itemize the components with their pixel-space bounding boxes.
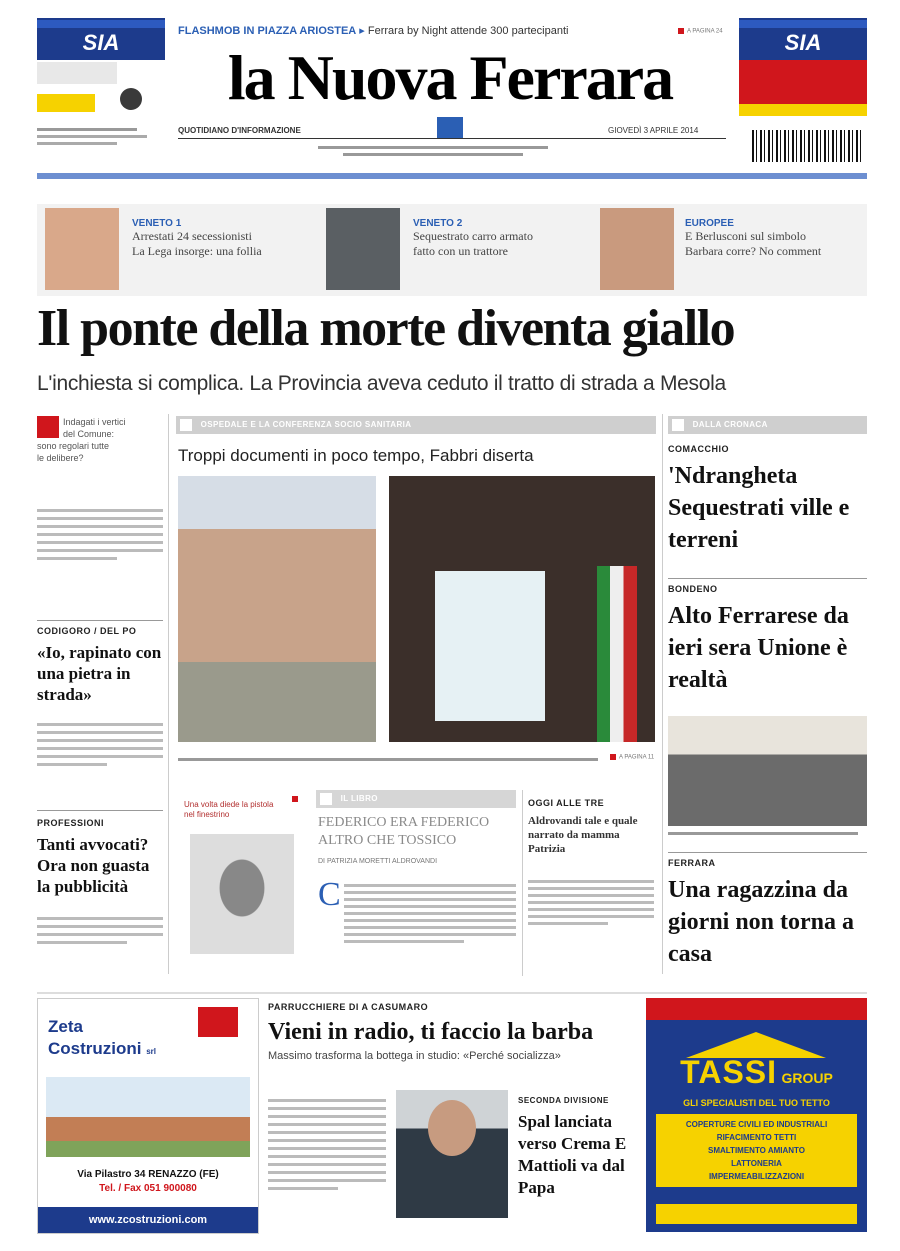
red-badge-icon [37,416,59,438]
left-item-1-line-4: le delibere? [37,453,84,463]
hospital-photo [178,476,376,742]
radio-body [268,1094,386,1195]
left-ad-brand: SIA [82,30,120,55]
sketch-portrait [190,834,294,954]
tassi-contact-strip [656,1204,857,1224]
right-ad-box[interactable] [739,18,867,60]
zeta-brand-suffix: srl [146,1047,157,1056]
right-item-3-kicker: FERRARA [668,858,716,868]
zeta-url[interactable]: www.zcostruzioni.com [38,1207,258,1233]
sketch-caption: Una volta diede la pistola nel finestrino [184,800,274,819]
left-item-2-headline: «Io, rapinato con una pietra in strada» [37,643,162,704]
oggi-headline: Aldrovandi tale e quale narrato da mamma Patrizia [528,815,638,855]
sketch-card[interactable] [178,790,306,976]
teaser-2[interactable] [413,218,593,259]
oggi-item[interactable] [528,798,654,856]
right-section-bar [668,416,867,434]
oggi-divider [522,790,523,976]
price-info [37,124,157,150]
radio-story[interactable] [268,1002,636,1062]
teaser-1-line-2: La Lega insorge: una follia [132,244,262,258]
left-rule-2 [37,810,163,811]
tassi-service-1: COPERTURE CIVILI ED INDUSTRIALI [685,1120,828,1129]
right-item-3[interactable] [668,858,867,970]
tassi-brand-suffix: GROUP [781,1070,833,1086]
spal-kicker: SECONDA DIVISIONE [518,1096,609,1105]
document-in-photo [435,571,545,721]
left-rule-1 [37,620,163,621]
barber-photo [396,1090,508,1218]
teaser-3-kicker: EUROPEE [685,218,734,229]
main-headline[interactable]: Il ponte della morte diventa giallo [37,300,735,357]
teaser-3-line-1: E Berlusconi sul simbolo [685,229,806,243]
right-ad-red-block [739,60,867,104]
teaser-1-photo [45,208,119,290]
zeta-phone: Tel. / Fax 051 900080 [99,1183,197,1194]
left-item-2-kicker: CODIGORO / DEL PO [37,626,137,636]
book-dropcap: C [318,876,341,913]
center-section-bar [176,416,656,434]
book-section-bar [316,790,516,808]
tassi-service-2: RIFACIMENTO TETTI [716,1133,797,1142]
tassi-ad[interactable] [646,998,867,1232]
center-page-ref: A PAGINA 11 [610,754,654,761]
masthead-blue-bar [37,173,867,179]
flash-banner[interactable]: FLASHMOB IN PIAZZA ARIOSTEA ▸ Ferrara by Night attende 300 partecipanti [178,25,569,37]
book-section-icon [320,793,332,805]
bottom-section-rule [37,992,867,994]
masthead-title: la Nuova Ferrara [227,42,673,113]
left-item-1-line-3: sono regolari tutte [37,441,110,451]
right-item-2[interactable] [668,584,867,696]
left-item-1-line-2: del Comune: [63,429,115,439]
teaser-1-kicker: VENETO 1 [132,218,182,229]
left-item-3-headline: Tanti avvocati? Ora non guasta la pubblicità [37,835,150,896]
tassi-service-3: SMALTIMENTO AMIANTO [707,1146,806,1155]
center-caption [178,758,598,761]
mayors-caption [668,832,858,835]
tassi-service-5: IMPERMEABILIZZAZIONI [708,1172,805,1181]
teaser-2-line-1: Sequestrato carro armato [413,229,533,243]
oggi-body [528,876,654,929]
radio-headline: Vieni in radio, ti faccio la barba [268,1019,594,1045]
center-headline[interactable]: Troppi documenti in poco tempo, Fabbri diserta [178,446,534,465]
teaser-2-kicker: VENETO 2 [413,218,463,229]
right-item-3-headline: Una ragazzina da giorni non torna a casa [668,877,855,967]
teaser-3[interactable] [685,218,865,259]
main-subhead: L'inchiesta si complica. La Provincia aveva ceduto il tratto di strada a Mesola [37,372,726,395]
left-item-3-body [37,912,163,949]
tassi-service-4: LATTONERIA [731,1159,782,1168]
spal-story[interactable] [518,1096,636,1199]
book-headline[interactable]: FEDERICO ERA FEDERICO ALTRO CHE TOSSICO [318,815,490,848]
tassi-brand: TASSI [680,1054,778,1090]
zeta-brand-1: Zeta [48,1017,83,1036]
right-item-1[interactable] [668,444,867,556]
right-item-1-headline: 'Ndrangheta Sequestrati ville e terreni [668,463,850,553]
zeta-brand-2: Costruzioni [48,1039,142,1058]
tassi-top-bar [646,998,867,1020]
section-square-icon [180,419,192,431]
radio-subhead: Massimo trasforma la bottega in studio: «Perché socializza» [268,1050,561,1062]
right-section-label: DALLA CRONACA [692,420,768,429]
teaser-3-line-2: Barbara corre? No comment [685,244,822,258]
left-item-3[interactable] [37,818,163,897]
fabbri-photo [389,476,655,742]
left-col-divider [168,414,169,974]
left-item-1-line-1: Indagati i vertici [63,417,126,427]
left-item-2[interactable] [37,626,163,705]
teaser-1-line-1: Arrestati 24 secessionisti [132,229,252,243]
oggi-kicker: OGGI ALLE TRE [528,798,605,808]
right-ad-brand: SIA [784,30,822,55]
right-section-icon [672,419,684,431]
left-ad-round-logo [120,88,142,110]
teaser-2-line-2: fatto con un trattore [413,244,508,258]
flash-label: FLASHMOB IN PIAZZA ARIOSTEA [178,25,357,37]
teaser-1[interactable] [132,218,312,259]
masthead-rule [178,138,726,139]
barber-face [428,1100,476,1156]
radio-kicker: PARRUCCHIERE DI A CASUMARO [268,1002,429,1012]
left-ad-logos [37,62,117,84]
mayors-photo [668,716,867,826]
masthead-date: GIOVEDÌ 3 APRILE 2014 [608,126,699,135]
right-rule-1 [668,578,867,579]
barcode-icon [752,130,864,162]
right-item-2-kicker: BONDENO [668,584,718,594]
zeta-address: Via Pilastro 34 RENAZZO (FE) [77,1169,219,1180]
spal-headline: Spal lanciata verso Crema E Mattioli va dal Papa [518,1112,627,1197]
left-item-1[interactable] [37,416,163,464]
left-item-1-body [37,504,163,565]
masthead-logo-icon [437,117,463,139]
tassi-tagline: GLI SPECIALISTI DEL TUO TETTO [683,1098,830,1108]
zeta-ad[interactable] [37,998,259,1234]
flash-page-ref: A PAGINA 24 [678,28,723,35]
right-col-divider [662,414,663,974]
teaser-2-photo [326,208,400,290]
left-ad-yellow-badge [37,94,95,112]
flash-text: Ferrara by Night attende 300 partecipanti [367,25,569,37]
book-section-label: IL LIBRO [340,794,378,803]
center-section-label: OSPEDALE E LA CONFERENZA SOCIO SANITARIA [200,420,412,429]
house-logo-icon [198,1007,238,1037]
house-photo [46,1077,250,1157]
right-ad-yellow-block [739,104,867,116]
masthead-subtitle: QUOTIDIANO D'INFORMAZIONE [178,126,301,135]
left-item-2-body [37,718,163,771]
flag-in-photo [597,566,637,742]
book-byline: DI PATRIZIA MORETTI ALDROVANDI [318,858,438,865]
right-item-1-kicker: COMACCHIO [668,444,729,454]
left-ad-box[interactable] [37,18,165,60]
left-item-3-kicker: PROFESSIONI [37,818,105,828]
book-body [344,880,516,947]
sketch-red-dot [292,796,298,802]
right-rule-2 [668,852,867,853]
right-item-2-headline: Alto Ferrarese da ieri sera Unione è realtà [668,603,849,693]
masthead-address [318,146,548,156]
teaser-3-photo [600,208,674,290]
